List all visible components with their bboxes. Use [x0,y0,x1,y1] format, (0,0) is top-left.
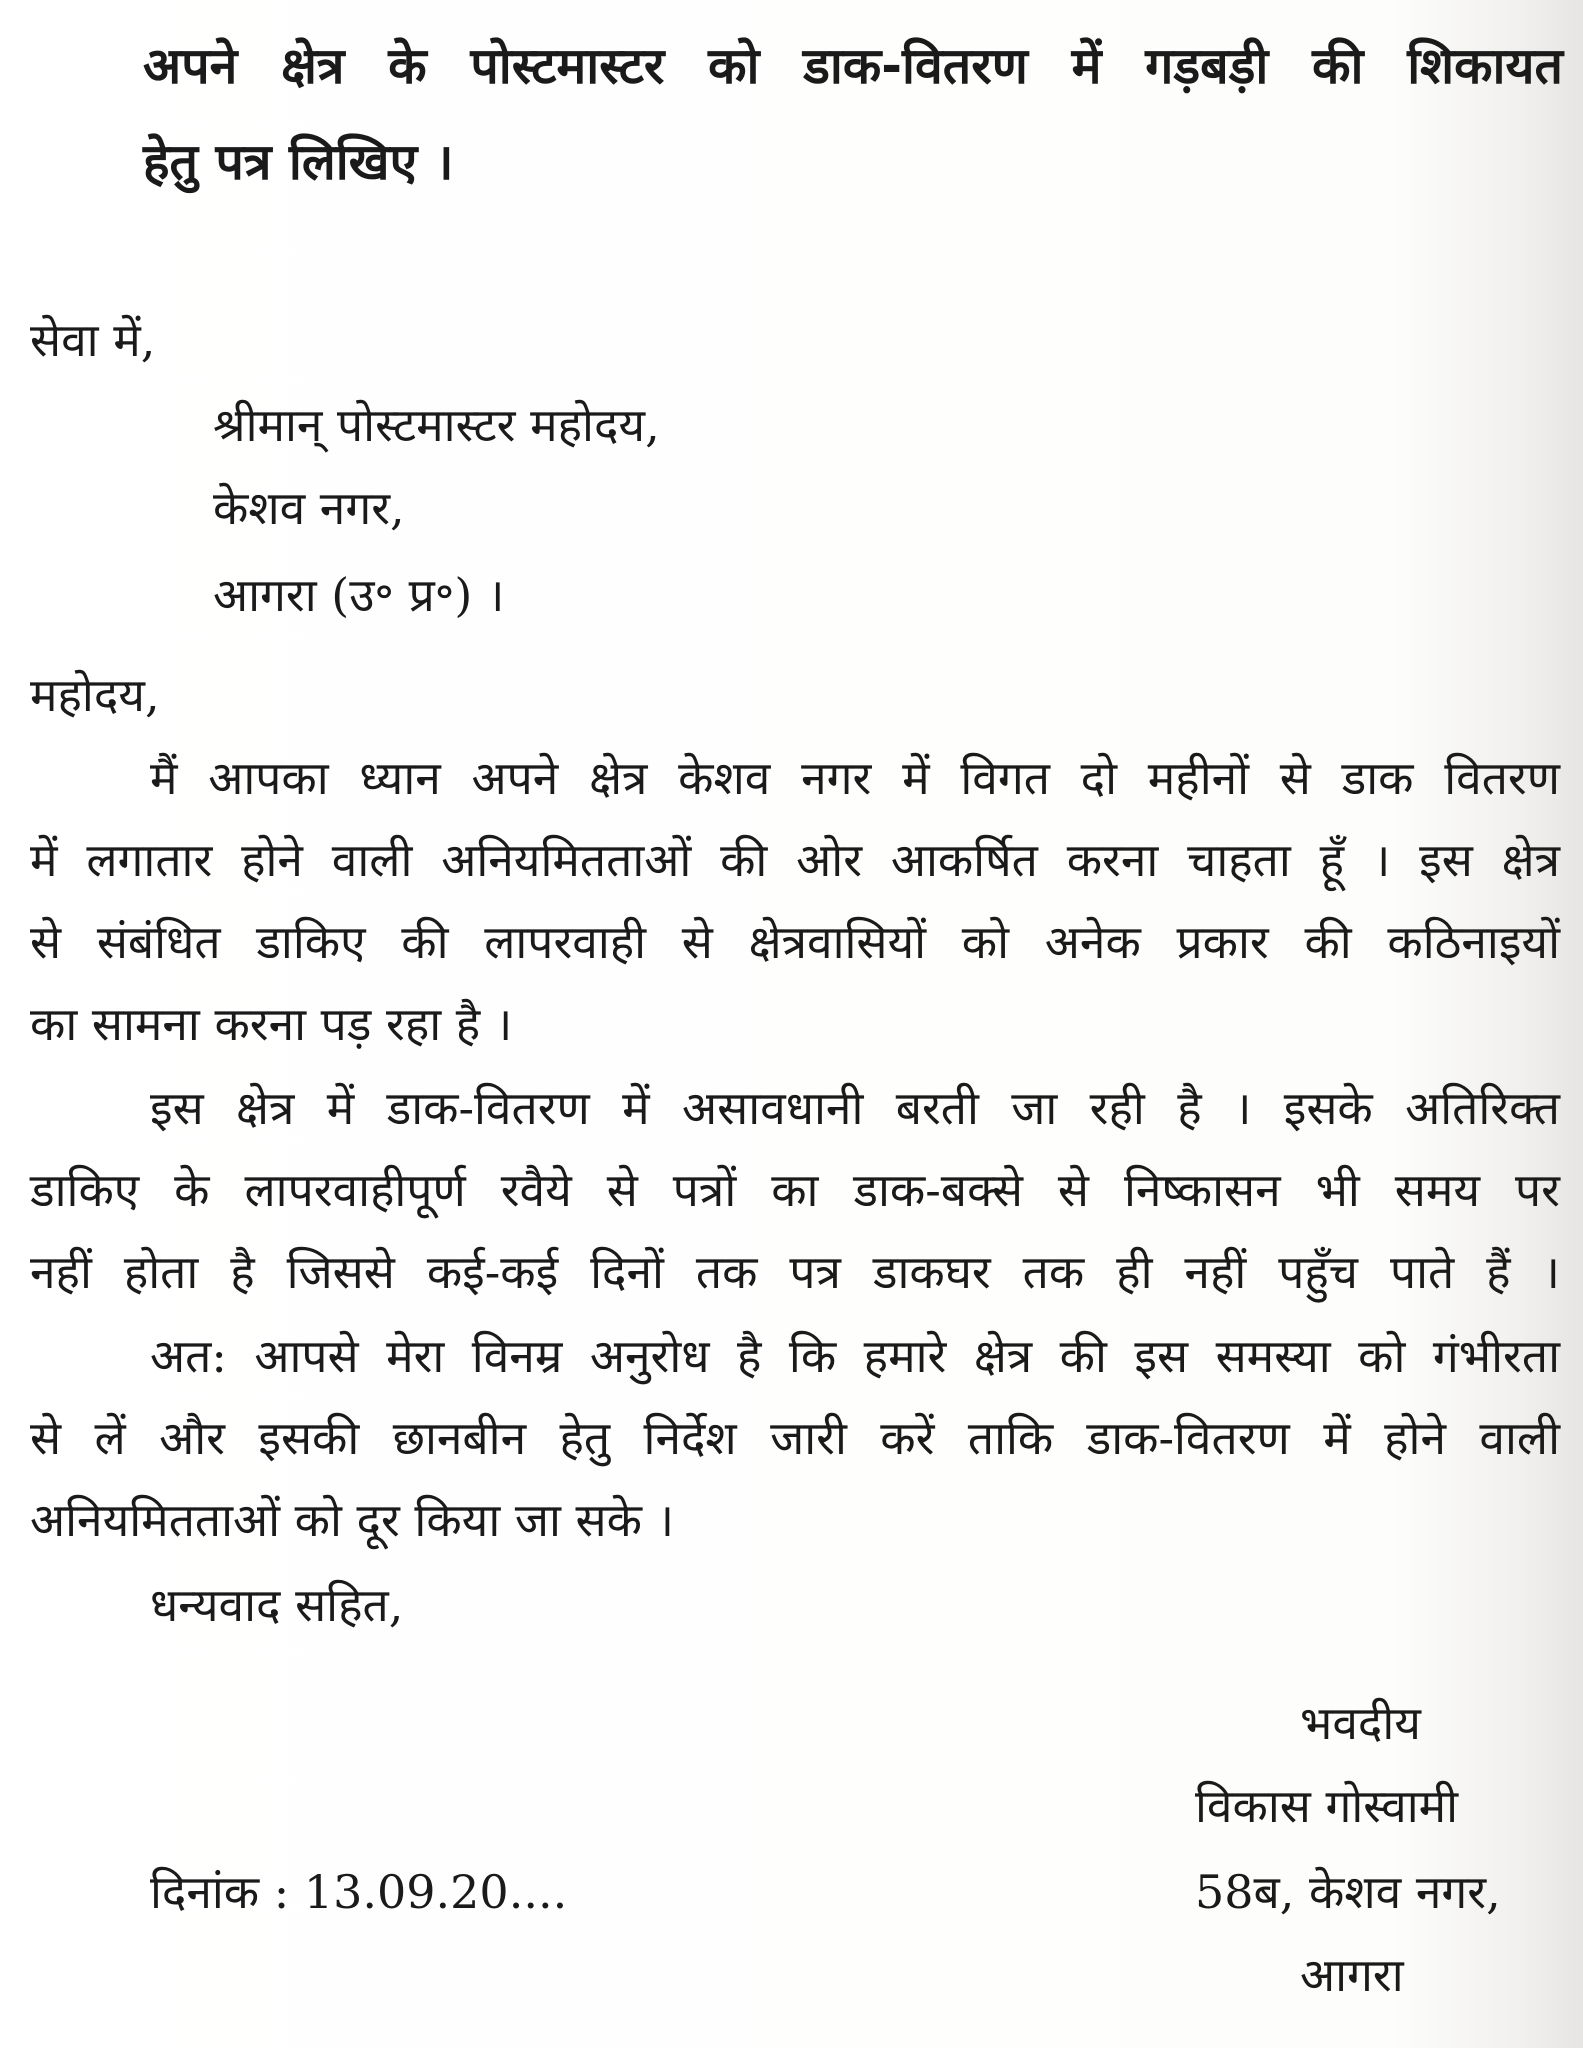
paragraph-2-line-3: नहीं होता है जिससे कई-कई दिनों तक पत्र डाकघर तक ही नहीं पहुँच पाते हैं । [30,1245,1560,1299]
heading-line-2: हेतु पत्र लिखिए । [143,133,454,191]
paragraph-3-line-1: अत: आपसे मेरा विनम्र अनुरोध है कि हमारे क्षेत्र की इस समस्या को गंभीरता [150,1329,1560,1383]
addressee-line-1: श्रीमान् पोस्टमास्टर महोदय, [213,398,660,452]
paragraph-1-line-2: में लगातार होने वाली अनियमितताओं की ओर आकर्षित करना चाहता हूँ । इस क्षेत्र [30,833,1560,887]
paragraph-2-line-1: इस क्षेत्र में डाक-वितरण में असावधानी बरती जा रही है । इसके अतिरिक्त [150,1081,1560,1135]
paragraph-1-line-3: से संबंधित डाकिए की लापरवाही से क्षेत्रवासियों को अनेक प्रकार की कठिनाइयों [30,915,1560,969]
heading-line-1: अपने क्षेत्र के पोस्टमास्टर को डाक-वितरण में गड़बड़ी की शिकायत [143,37,1563,95]
signature-address-1: 58ब, केशव नगर, [1195,1865,1501,1919]
date-label: दिनांक : 13.09.20.... [150,1865,568,1919]
greeting: महोदय, [30,668,160,722]
paragraph-2-line-2: डाकिए के लापरवाहीपूर्ण रवैये से पत्रों का डाक-बक्से से निष्कासन भी समय पर [30,1163,1560,1217]
signature-yours: भवदीय [1300,1696,1421,1750]
signature-name: विकास गोस्वामी [1195,1779,1459,1833]
salutation-to: सेवा में, [30,313,156,367]
paragraph-1-line-4: का सामना करना पड़ रहा है । [30,997,513,1051]
paragraph-3-line-2: से लें और इसकी छानबीन हेतु निर्देश जारी करें ताकि डाक-वितरण में होने वाली [30,1411,1560,1465]
addressee-line-2: केशव नगर, [213,481,405,535]
paragraph-1-line-1: मैं आपका ध्यान अपने क्षेत्र केशव नगर में विगत दो महीनों से डाक वितरण [150,751,1560,805]
addressee-line-3: आगरा (उ॰ प्र॰) । [213,568,505,622]
signature-address-2: आगरा [1300,1948,1404,2002]
closing: धन्यवाद सहित, [150,1578,404,1632]
paragraph-3-line-3: अनियमितताओं को दूर किया जा सके । [30,1493,675,1547]
